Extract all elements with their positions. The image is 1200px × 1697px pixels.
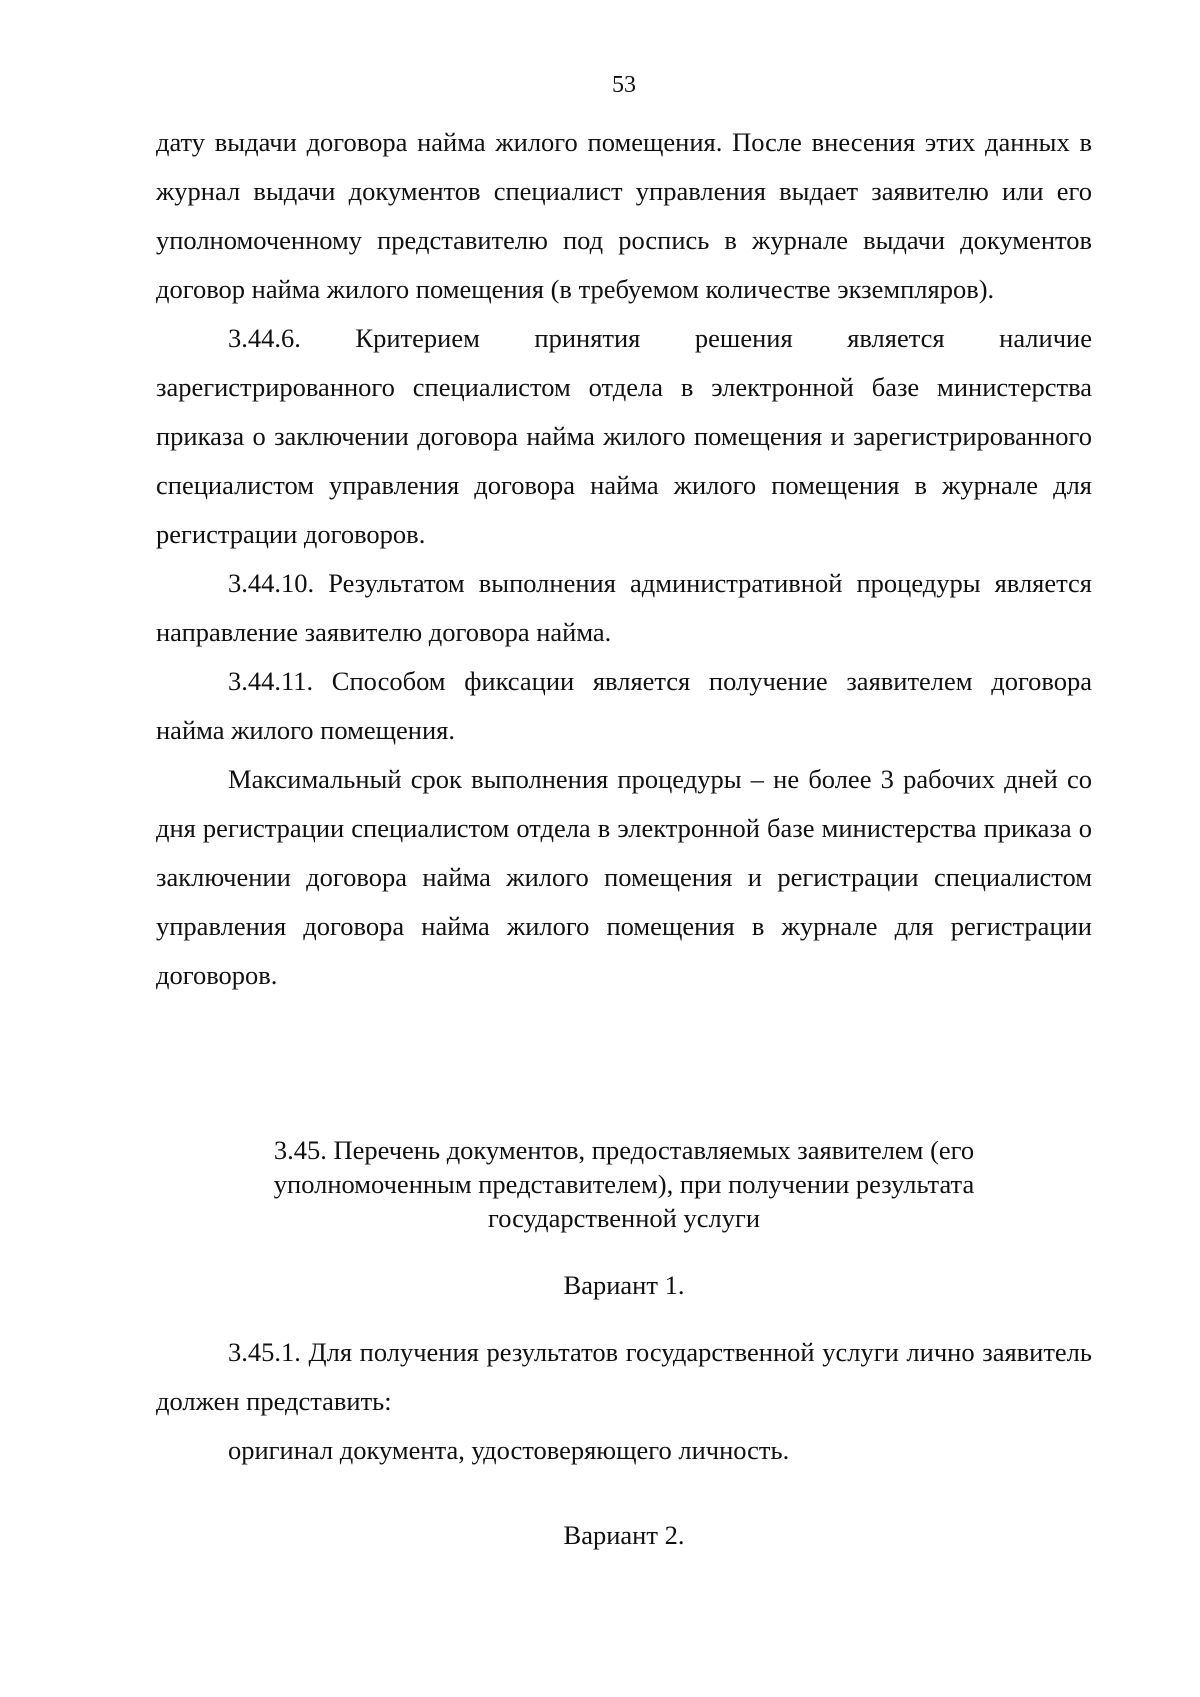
paragraph: оригинал документа, удостоверяющего личность.	[228, 1435, 790, 1465]
section-heading-line: государственной услуги	[487, 1203, 761, 1233]
variant-1-heading: Вариант 1.	[563, 1270, 685, 1300]
section-heading-line: уполномоченным представителем), при получении результата	[273, 1169, 975, 1199]
paragraph: 3.44.6. Критерием принятия решения является наличие зарегистрированного специалистом отдела в электронной базе министерства приказа о заключении договора найма жилого помещения и зарегистрированного специалистом управления договора найма жилого помещения в журнале для регистрации договоров.	[156, 323, 1092, 549]
paragraph: 3.45.1. Для получения результатов государственной услуги лично заявитель должен представить:	[156, 1337, 1092, 1416]
paragraph: дату выдачи договора найма жилого помещения. После внесения этих данных в журнал выдачи документов специалист управления выдает заявителю или его уполномоченному представителю под роспись в журнале выдачи документов договор найма жилого помещения (в требуемом количестве экземпляров).	[156, 127, 1092, 304]
section-heading	[156, 1133, 1092, 1235]
section-heading-line: 3.45. Перечень документов, предоставляемых заявителем (его	[273, 1135, 975, 1165]
section-345-body	[156, 1328, 1092, 1475]
variant-2-heading: Вариант 2.	[563, 1520, 685, 1550]
page-number: 53	[612, 72, 636, 98]
paragraph: Максимальный срок выполнения процедуры – не более 3 рабочих дней со дня регистрации специалистом отдела в электронной базе министерства приказа о заключении договора найма жилого помещения и регистрации специалистом управления договора найма жилого помещения в журнале для регистрации договоров.	[156, 764, 1092, 990]
paragraph: 3.44.10. Результатом выполнения административной процедуры является направление заявителю договора найма.	[156, 568, 1092, 647]
document-body	[156, 118, 1092, 1000]
paragraph: 3.44.11. Способом фиксации является получение заявителем договора найма жилого помещения.	[156, 666, 1092, 745]
